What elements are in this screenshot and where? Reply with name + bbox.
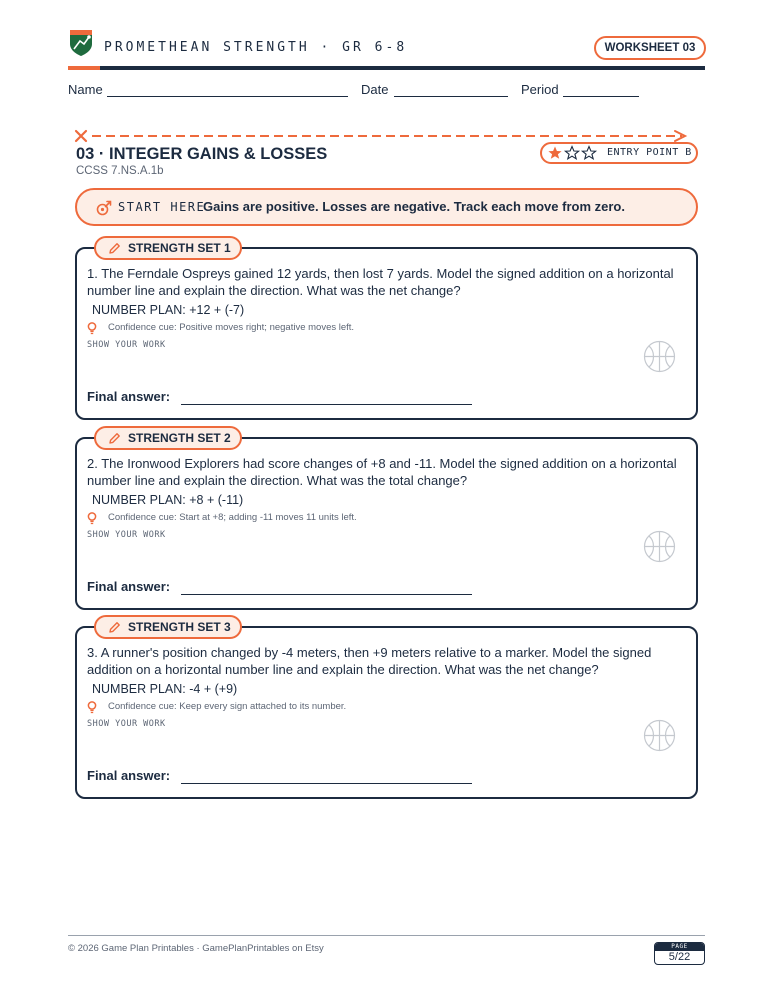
pencil-icon bbox=[108, 621, 121, 634]
final-answer-label: Final answer: bbox=[87, 389, 171, 404]
date-label: Date bbox=[361, 82, 389, 97]
basketball-icon bbox=[643, 719, 676, 752]
footer-copyright: © 2026 Game Plan Printables · GamePlanPrintables on Etsy bbox=[68, 943, 324, 954]
set-badge bbox=[94, 615, 242, 639]
lightbulb-icon bbox=[87, 701, 97, 714]
header-rule bbox=[100, 66, 705, 70]
final-answer-field[interactable] bbox=[181, 594, 472, 595]
header-rule-accent bbox=[68, 66, 100, 70]
page-title: 03 · INTEGER GAINS & LOSSES bbox=[76, 145, 328, 163]
start-here-label: START HERE bbox=[118, 200, 206, 214]
pencil-icon bbox=[108, 432, 121, 445]
name-field[interactable] bbox=[107, 96, 348, 97]
basketball-icon bbox=[643, 340, 676, 373]
period-label: Period bbox=[521, 82, 559, 97]
start-here-text: Gains are positive. Losses are negative. Track each move from zero. bbox=[203, 199, 625, 214]
set-label: STRENGTH SET 3 bbox=[128, 620, 231, 634]
set-label: STRENGTH SET 1 bbox=[128, 241, 231, 255]
lightbulb-icon bbox=[87, 512, 97, 525]
set-badge bbox=[94, 236, 242, 260]
rocket-icon bbox=[96, 200, 112, 216]
brand-title: PROMETHEAN STRENGTH · GR 6-8 bbox=[104, 40, 408, 55]
show-work-label: SHOW YOUR WORK bbox=[87, 719, 166, 729]
date-field[interactable] bbox=[394, 96, 508, 97]
set-badge bbox=[94, 426, 242, 450]
page-indicator bbox=[654, 942, 705, 965]
question-text: 3. A runner's position changed by -4 meters, then +9 meters relative to a marker. Model the signed addition on a horizontal number line and explain the direction. What was the net change? bbox=[87, 645, 652, 677]
show-work-label: SHOW YOUR WORK bbox=[87, 340, 166, 350]
number-plan: NUMBER PLAN: +12 + (-7) bbox=[92, 303, 245, 317]
question-text: 2. The Ironwood Explorers had score changes of +8 and -11. Model the signed addition on a horizontal number line and explain the direction. What was the total change? bbox=[87, 456, 677, 488]
problem-card-2 bbox=[75, 431, 698, 610]
entry-point-badge bbox=[540, 142, 698, 164]
set-label: STRENGTH SET 2 bbox=[128, 431, 231, 445]
final-answer-field[interactable] bbox=[181, 404, 472, 405]
confidence-cue: Confidence cue: Start at +8; adding -11 moves 11 units left. bbox=[108, 512, 357, 523]
start-here-banner bbox=[75, 188, 698, 226]
footer-rule bbox=[68, 935, 705, 936]
number-plan: NUMBER PLAN: -4 + (+9) bbox=[92, 682, 238, 696]
name-label: Name bbox=[68, 82, 103, 97]
page-tag: PAGE bbox=[655, 943, 704, 951]
lightbulb-icon bbox=[87, 322, 97, 335]
final-answer-label: Final answer: bbox=[87, 579, 171, 594]
page-number: 5/22 bbox=[668, 951, 691, 963]
question-text: 1. The Ferndale Ospreys gained 12 yards, then lost 7 yards. Model the signed addition on a horizontal number line and explain the direction. What was the net change? bbox=[87, 266, 674, 298]
worksheet-badge: WORKSHEET 03 bbox=[594, 36, 706, 60]
pencil-icon bbox=[108, 242, 121, 255]
standard-code: CCSS 7.NS.A.1b bbox=[76, 165, 164, 177]
brand-shield-logo-icon bbox=[69, 29, 93, 57]
difficulty-stars-icon bbox=[547, 145, 599, 161]
entry-point-label: ENTRY POINT B bbox=[607, 147, 692, 158]
confidence-cue: Confidence cue: Keep every sign attached to its number. bbox=[108, 701, 347, 712]
problem-card-1 bbox=[75, 241, 698, 420]
period-field[interactable] bbox=[563, 96, 639, 97]
final-answer-label: Final answer: bbox=[87, 768, 171, 783]
confidence-cue: Confidence cue: Positive moves right; negative moves left. bbox=[108, 322, 355, 333]
problem-card-3 bbox=[75, 620, 698, 799]
number-plan: NUMBER PLAN: +8 + (-11) bbox=[92, 493, 244, 507]
show-work-label: SHOW YOUR WORK bbox=[87, 530, 166, 540]
basketball-icon bbox=[643, 530, 676, 563]
final-answer-field[interactable] bbox=[181, 783, 472, 784]
